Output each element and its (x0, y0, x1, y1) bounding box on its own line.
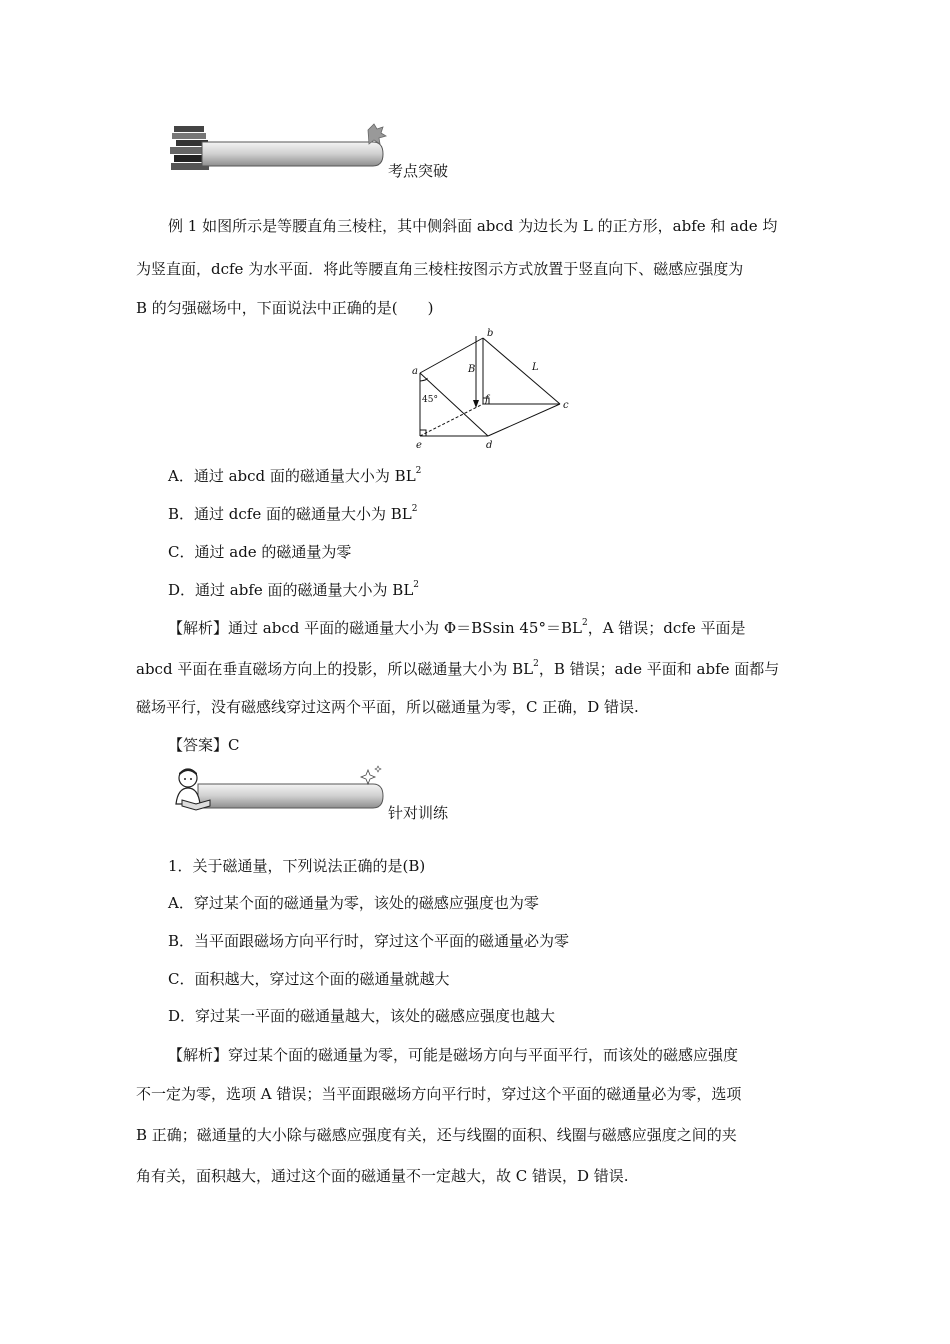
label-a: a (412, 366, 418, 377)
section-banner-key-points (168, 120, 468, 180)
option-a: A．通过 abcd 面的磁通量大小为 $BL^2$ (168, 466, 422, 485)
example-line-1: 例 1 如图所示是等腰直角三棱柱，其中侧斜面 abcd 为边长为 L 的正方形，abfe 和 ade 均 (168, 217, 778, 235)
books-banner-icon (168, 120, 398, 180)
label-L: L (532, 362, 539, 373)
section-banner-practice (168, 764, 468, 824)
label-b: b (487, 328, 494, 339)
practice-question: 1．关于磁通量，下列说法正确的是(B) (168, 857, 426, 875)
analysis-line-3: 磁场平行，没有磁感线穿过这两个平面，所以磁通量为零，C 正确，D 错误. (136, 698, 639, 716)
answer-line: 【答案】C (168, 736, 240, 754)
label-c: c (563, 400, 569, 411)
section-title-key-points: 考点突破 (388, 162, 449, 180)
practice-option-d: D．穿过某一平面的磁通量越大，该处的磁感应强度也越大 (168, 1007, 556, 1025)
label-e: e (416, 440, 422, 451)
option-c: C．通过 ade 的磁通量为零 (168, 543, 352, 561)
option-b: B．通过 dcfe 面的磁通量大小为 $BL^2$ (168, 504, 418, 523)
label-d: d (486, 440, 493, 451)
practice-option-a: A．穿过某个面的磁通量为零，该处的磁感应强度也为零 (168, 894, 539, 912)
practice-analysis-line-2: 不一定为零，选项 A 错误；当平面跟磁场方向平行时，穿过这个平面的磁通量必为零，选项 (136, 1085, 742, 1103)
section-title-practice: 针对训练 (388, 804, 449, 822)
practice-analysis-line-4: 角有关，面积越大，通过这个面的磁通量不一定越大，故 C 错误，D 错误. (136, 1167, 629, 1185)
prism-diagram (410, 328, 585, 453)
option-d: D．通过 abfe 面的磁通量大小为 $BL^2$ (168, 580, 420, 599)
analysis-line-2: abcd 平面在垂直磁场方向上的投影，所以磁通量大小为 $BL^2$，B 错误；ade 平面和 abfe 面都与 (136, 659, 780, 678)
example-line-3: B 的匀强磁场中，下面说法中正确的是( ) (136, 299, 434, 317)
example-line-2: 为竖直面，dcfe 为水平面．将此等腰直角三棱柱按图示方式放置于竖直向下、磁感应强度为 (136, 260, 744, 278)
student-banner-icon (168, 764, 398, 824)
practice-analysis-line-1: 【解析】穿过某个面的磁通量为零，可能是磁场方向与平面平行，而该处的磁感应强度 (168, 1046, 739, 1064)
label-angle: 45° (422, 395, 438, 405)
practice-analysis-line-3: B 正确；磁通量的大小除与磁感应强度有关，还与线圈的面积、线圈与磁感应强度之间的夹 (136, 1126, 737, 1144)
analysis-line-1: 【解析】通过 abcd 平面的磁通量大小为 Φ＝BSsin $45^\circ=BL^2$，A 错误；dcfe 平面是 (168, 618, 746, 637)
practice-option-b: B．当平面跟磁场方向平行时，穿过这个平面的磁通量必为零 (168, 932, 570, 950)
label-B: B (468, 364, 476, 375)
practice-option-c: C．面积越大，穿过这个面的磁通量就越大 (168, 970, 450, 988)
label-f: f (485, 394, 489, 405)
